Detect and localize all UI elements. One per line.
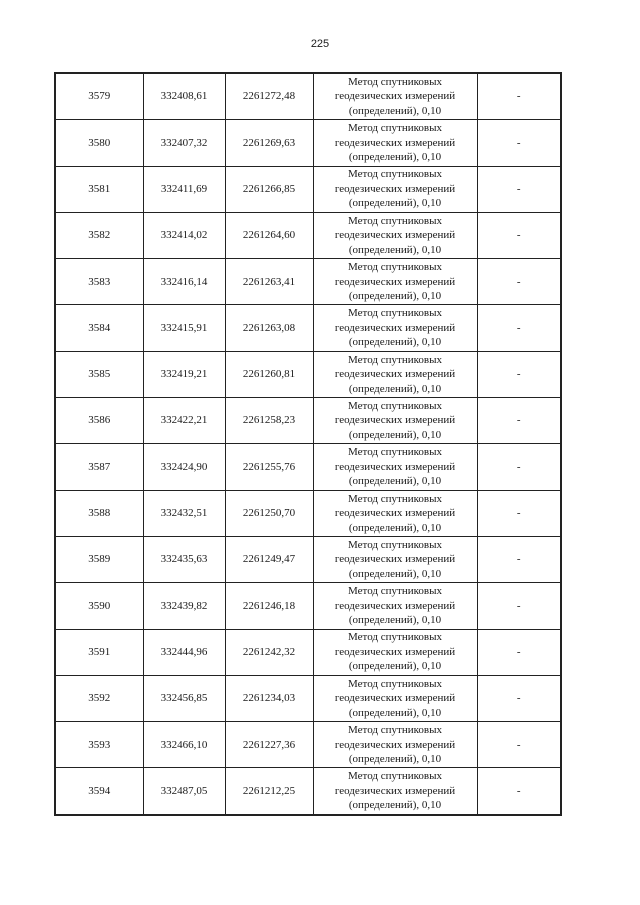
description-cell: - (477, 629, 561, 675)
method-line: геодезических измерений (334, 738, 456, 751)
method-line: геодезических измерений (334, 599, 456, 612)
method-cell (313, 259, 477, 305)
method-line: (определений), 0,10 (348, 660, 442, 673)
method-line: Метод спутниковых (348, 446, 442, 459)
method-cell (313, 722, 477, 768)
description-cell: - (477, 212, 561, 258)
point-number-cell: 3588 (55, 490, 143, 536)
table-row (55, 490, 561, 536)
method-line: геодезических измерений (334, 182, 456, 195)
description-cell: - (477, 398, 561, 444)
point-number-cell: 3579 (55, 73, 143, 120)
description-cell: - (477, 120, 561, 166)
method-line: геодезических измерений (334, 784, 456, 797)
method-cell (313, 166, 477, 212)
method-cell (313, 490, 477, 536)
x-coordinate-cell: 332424,90 (143, 444, 225, 490)
method-line: геодезических измерений (334, 90, 456, 103)
method-cell (313, 583, 477, 629)
point-number-cell: 3584 (55, 305, 143, 351)
y-coordinate-cell: 2261246,18 (225, 583, 313, 629)
point-number-cell: 3585 (55, 351, 143, 397)
point-number-cell: 3586 (55, 398, 143, 444)
method-line: Метод спутниковых (348, 631, 442, 644)
method-line: (определений), 0,10 (348, 290, 442, 303)
method-line: геодезических измерений (334, 275, 456, 288)
method-line: (определений), 0,10 (348, 151, 442, 164)
x-coordinate-cell: 332456,85 (143, 675, 225, 721)
method-line: геодезических измерений (334, 553, 456, 566)
y-coordinate-cell: 2261234,03 (225, 675, 313, 721)
y-coordinate-cell: 2261263,41 (225, 259, 313, 305)
description-cell: - (477, 305, 561, 351)
table-row (55, 398, 561, 444)
method-line: (определений), 0,10 (348, 382, 442, 395)
description-cell: - (477, 675, 561, 721)
method-line: (определений), 0,10 (348, 753, 442, 766)
x-coordinate-cell: 332408,61 (143, 73, 225, 120)
description-cell: - (477, 166, 561, 212)
x-coordinate-cell: 332444,96 (143, 629, 225, 675)
description-cell: - (477, 722, 561, 768)
y-coordinate-cell: 2261263,08 (225, 305, 313, 351)
y-coordinate-cell: 2261269,63 (225, 120, 313, 166)
method-cell (313, 398, 477, 444)
x-coordinate-cell: 332487,05 (143, 768, 225, 815)
method-line: Метод спутниковых (348, 214, 442, 227)
method-cell (313, 444, 477, 490)
description-cell: - (477, 259, 561, 305)
y-coordinate-cell: 2261249,47 (225, 536, 313, 582)
table-row (55, 675, 561, 721)
x-coordinate-cell: 332435,63 (143, 536, 225, 582)
method-line: Метод спутниковых (348, 492, 442, 505)
method-line: (определений), 0,10 (348, 197, 442, 210)
method-line: Метод спутниковых (348, 677, 442, 690)
method-line: (определений), 0,10 (348, 428, 442, 441)
table-row (55, 351, 561, 397)
table-row (55, 305, 561, 351)
method-line: Метод спутниковых (348, 75, 442, 88)
table-row (55, 259, 561, 305)
point-number-cell: 3592 (55, 675, 143, 721)
table-row (55, 166, 561, 212)
method-cell (313, 675, 477, 721)
x-coordinate-cell: 332407,32 (143, 120, 225, 166)
description-cell: - (477, 490, 561, 536)
description-cell: - (477, 536, 561, 582)
point-number-cell: 3593 (55, 722, 143, 768)
table-row (55, 73, 561, 120)
method-line: (определений), 0,10 (348, 243, 442, 256)
point-number-cell: 3589 (55, 536, 143, 582)
method-cell (313, 212, 477, 258)
method-line: Метод спутниковых (348, 585, 442, 598)
method-line: (определений), 0,10 (348, 521, 442, 534)
method-cell (313, 351, 477, 397)
method-cell (313, 120, 477, 166)
method-line: геодезических измерений (334, 321, 456, 334)
x-coordinate-cell: 332466,10 (143, 722, 225, 768)
method-line: Метод спутниковых (348, 353, 442, 366)
x-coordinate-cell: 332414,02 (143, 212, 225, 258)
description-cell: - (477, 444, 561, 490)
y-coordinate-cell: 2261242,32 (225, 629, 313, 675)
method-line: (определений), 0,10 (348, 799, 442, 812)
method-cell (313, 305, 477, 351)
table-row (55, 444, 561, 490)
table-row (55, 536, 561, 582)
method-cell (313, 768, 477, 815)
point-number-cell: 3591 (55, 629, 143, 675)
y-coordinate-cell: 2261250,70 (225, 490, 313, 536)
method-line: геодезических измерений (334, 229, 456, 242)
table-row (55, 583, 561, 629)
page-number: 225 (310, 38, 330, 50)
point-number-cell: 3590 (55, 583, 143, 629)
method-cell (313, 536, 477, 582)
method-line: геодезических измерений (334, 645, 456, 658)
x-coordinate-cell: 332432,51 (143, 490, 225, 536)
point-number-cell: 3580 (55, 120, 143, 166)
table-row (55, 722, 561, 768)
method-line: геодезических измерений (334, 136, 456, 149)
method-line: Метод спутниковых (348, 770, 442, 783)
description-cell: - (477, 73, 561, 120)
point-number-cell: 3583 (55, 259, 143, 305)
method-line: Метод спутниковых (348, 538, 442, 551)
method-line: (определений), 0,10 (348, 475, 442, 488)
table-row (55, 212, 561, 258)
y-coordinate-cell: 2261264,60 (225, 212, 313, 258)
method-cell (313, 73, 477, 120)
method-cell (313, 629, 477, 675)
y-coordinate-cell: 2261266,85 (225, 166, 313, 212)
table-row (55, 120, 561, 166)
coordinates-table-body (55, 73, 561, 815)
coordinates-table (54, 72, 562, 816)
method-line: геодезических измерений (334, 507, 456, 520)
point-number-cell: 3581 (55, 166, 143, 212)
table-row (55, 768, 561, 815)
y-coordinate-cell: 2261227,36 (225, 722, 313, 768)
method-line: геодезических измерений (334, 460, 456, 473)
x-coordinate-cell: 332411,69 (143, 166, 225, 212)
x-coordinate-cell: 332416,14 (143, 259, 225, 305)
method-line: (определений), 0,10 (348, 336, 442, 349)
x-coordinate-cell: 332415,91 (143, 305, 225, 351)
method-line: Метод спутниковых (348, 261, 442, 274)
method-line: Метод спутниковых (348, 399, 442, 412)
method-line: геодезических измерений (334, 368, 456, 381)
point-number-cell: 3582 (55, 212, 143, 258)
description-cell: - (477, 583, 561, 629)
method-line: (определений), 0,10 (348, 104, 442, 117)
method-line: Метод спутниковых (348, 724, 442, 737)
point-number-cell: 3594 (55, 768, 143, 815)
method-line: геодезических измерений (334, 414, 456, 427)
y-coordinate-cell: 2261255,76 (225, 444, 313, 490)
x-coordinate-cell: 332422,21 (143, 398, 225, 444)
y-coordinate-cell: 2261258,23 (225, 398, 313, 444)
method-line: (определений), 0,10 (348, 614, 442, 627)
method-line: геодезических измерений (334, 692, 456, 705)
y-coordinate-cell: 2261272,48 (225, 73, 313, 120)
method-line: Метод спутниковых (348, 122, 442, 135)
point-number-cell: 3587 (55, 444, 143, 490)
x-coordinate-cell: 332439,82 (143, 583, 225, 629)
description-cell: - (477, 351, 561, 397)
method-line: (определений), 0,10 (348, 567, 442, 580)
table-row (55, 629, 561, 675)
method-line: Метод спутниковых (348, 307, 442, 320)
method-line: (определений), 0,10 (348, 706, 442, 719)
description-cell: - (477, 768, 561, 815)
method-line: Метод спутниковых (348, 168, 442, 181)
x-coordinate-cell: 332419,21 (143, 351, 225, 397)
y-coordinate-cell: 2261212,25 (225, 768, 313, 815)
y-coordinate-cell: 2261260,81 (225, 351, 313, 397)
